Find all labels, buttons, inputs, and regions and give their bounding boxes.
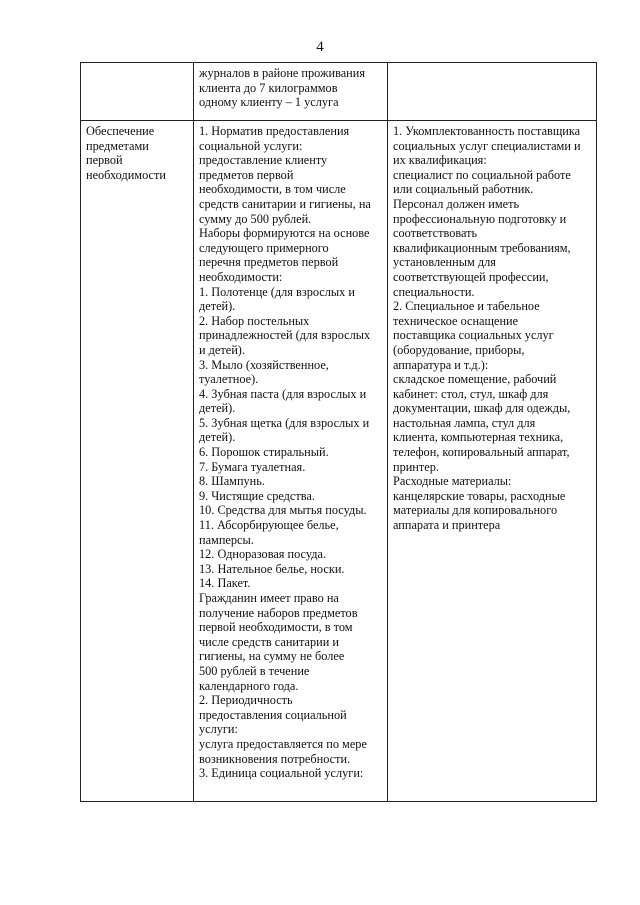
text-line: необходимости (86, 167, 166, 182)
cell-text (199, 124, 383, 781)
text-line: соответствовать (393, 226, 478, 241)
text-line: предметами (86, 138, 149, 153)
text-line: 14. Пакет. (199, 576, 251, 591)
text-line: 8. Шампунь. (199, 474, 265, 489)
text-line: первой (86, 153, 123, 168)
text-line: 11. Абсорбирующее белье, (199, 518, 339, 533)
text-line: настольная лампа, стул для (393, 415, 536, 430)
text-line: 500 рублей в течение (199, 663, 310, 678)
table-row (81, 63, 597, 121)
text-line: детей). (199, 299, 236, 314)
table-cell-service-requirements (388, 63, 597, 121)
text-line: услуга предоставляется по мере (199, 736, 367, 751)
text-line: (оборудование, приборы, (393, 342, 525, 357)
text-line: клиента до 7 килограммов (199, 80, 338, 95)
text-line: Персонал должен иметь (393, 196, 520, 211)
text-line: специалист по социальной работе (393, 167, 571, 182)
text-line: клиента, компьютерная техника, (393, 430, 564, 445)
text-line: соответствующей профессии, (393, 269, 549, 284)
text-line: Наборы формируются на основе (199, 226, 370, 241)
text-line: первой необходимости, в том (199, 620, 353, 635)
text-line: 2. Набор постельных (199, 313, 310, 328)
text-line: средств санитарии и гигиены, на (199, 196, 371, 211)
text-line: 3. Единица социальной услуги: (199, 766, 364, 781)
text-line: и детей). (199, 342, 245, 357)
text-line: календарного года. (199, 678, 299, 693)
table-cell-service-name (81, 121, 194, 802)
text-line: Расходные материалы: (393, 474, 512, 489)
text-line: специальности. (393, 284, 475, 299)
table-row (81, 121, 597, 802)
text-line: предоставление клиенту (199, 153, 328, 168)
text-line: получение наборов предметов (199, 605, 358, 620)
text-line: Гражданин имеет право на (199, 591, 339, 605)
text-line: 1. Укомплектованность поставщика (393, 124, 581, 138)
text-line: техническое оснащение (393, 313, 519, 328)
text-line: числе средств санитарии и (199, 634, 339, 649)
text-line: возникновения потребности. (199, 751, 351, 766)
text-line: или социальный работник. (393, 182, 534, 197)
text-line: телефон, копировальный аппарат, (393, 445, 570, 460)
text-line: кабинет: стол, стул, шкаф для (393, 386, 549, 401)
text-line: складское помещение, рабочий (393, 372, 557, 387)
text-line: 5. Зубная щетка (для взрослых и (199, 415, 370, 430)
text-line: туалетное). (199, 372, 259, 387)
text-line: Обеспечение (86, 124, 155, 138)
text-line: квалификационным требованиям, (393, 240, 571, 255)
text-line: установленным для (393, 255, 496, 270)
table-cell-service-name (81, 63, 194, 121)
cell-text (199, 66, 383, 110)
text-line: 4. Зубная паста (для взрослых и (199, 386, 367, 401)
text-line: 9. Чистящие средства. (199, 488, 315, 503)
text-line: 6. Порошок стиральный. (199, 445, 329, 460)
text-line: 13. Нательное белье, носки. (199, 561, 345, 576)
text-line: материалы для копировального (393, 503, 558, 518)
text-line: необходимости: (199, 269, 283, 284)
page-number: 4 (316, 39, 324, 55)
text-line: 1. Норматив предоставления (199, 124, 350, 138)
text-line: принадлежностей (для взрослых (199, 328, 371, 343)
text-line: социальной услуги: (199, 138, 303, 153)
text-line: 3. Мыло (хозяйственное, (199, 357, 329, 372)
text-line: 10. Средства для мытья посуды. (199, 503, 367, 518)
table-cell-service-description (194, 63, 388, 121)
text-line: необходимости, в том числе (199, 182, 346, 197)
text-line: предоставления социальной (199, 707, 347, 722)
table-cell-service-requirements (388, 121, 597, 802)
text-line: журналов в районе проживания (199, 66, 366, 80)
text-line: поставщика социальных услуг (393, 328, 554, 343)
text-line: перечня предметов первой (199, 255, 339, 270)
text-line: детей). (199, 401, 236, 416)
text-line: 2. Специальное и табельное (393, 299, 540, 314)
text-line: детей). (199, 430, 236, 445)
text-line: 12. Одноразовая посуда. (199, 547, 327, 562)
cell-text (393, 124, 592, 533)
text-line: 2. Периодичность (199, 693, 293, 708)
text-line: документации, шкаф для одежды, (393, 401, 571, 416)
text-line: одному клиенту – 1 услуга (199, 95, 339, 110)
services-table (80, 62, 597, 802)
text-line: следующего примерного (199, 240, 329, 255)
text-line: их квалификация: (393, 153, 487, 168)
text-line: гигиены, на сумму не более (199, 649, 345, 664)
text-line: памперсы. (199, 532, 254, 547)
text-line: услуги: (199, 722, 238, 737)
text-line: социальных услуг специалистами и (393, 138, 581, 153)
text-line: аппаратура и т.д.): (393, 357, 489, 372)
text-line: канцелярские товары, расходные (393, 488, 566, 503)
text-line: принтер. (393, 459, 439, 474)
text-line: аппарата и принтера (393, 518, 501, 533)
text-line: предметов первой (199, 167, 294, 182)
text-line: профессиональную подготовку и (393, 211, 567, 226)
table-cell-service-description (194, 121, 388, 802)
cell-text (86, 124, 189, 182)
text-line: сумму до 500 рублей. (199, 211, 312, 226)
text-line: 1. Полотенце (для взрослых и (199, 284, 355, 299)
text-line: 7. Бумага туалетная. (199, 459, 306, 474)
